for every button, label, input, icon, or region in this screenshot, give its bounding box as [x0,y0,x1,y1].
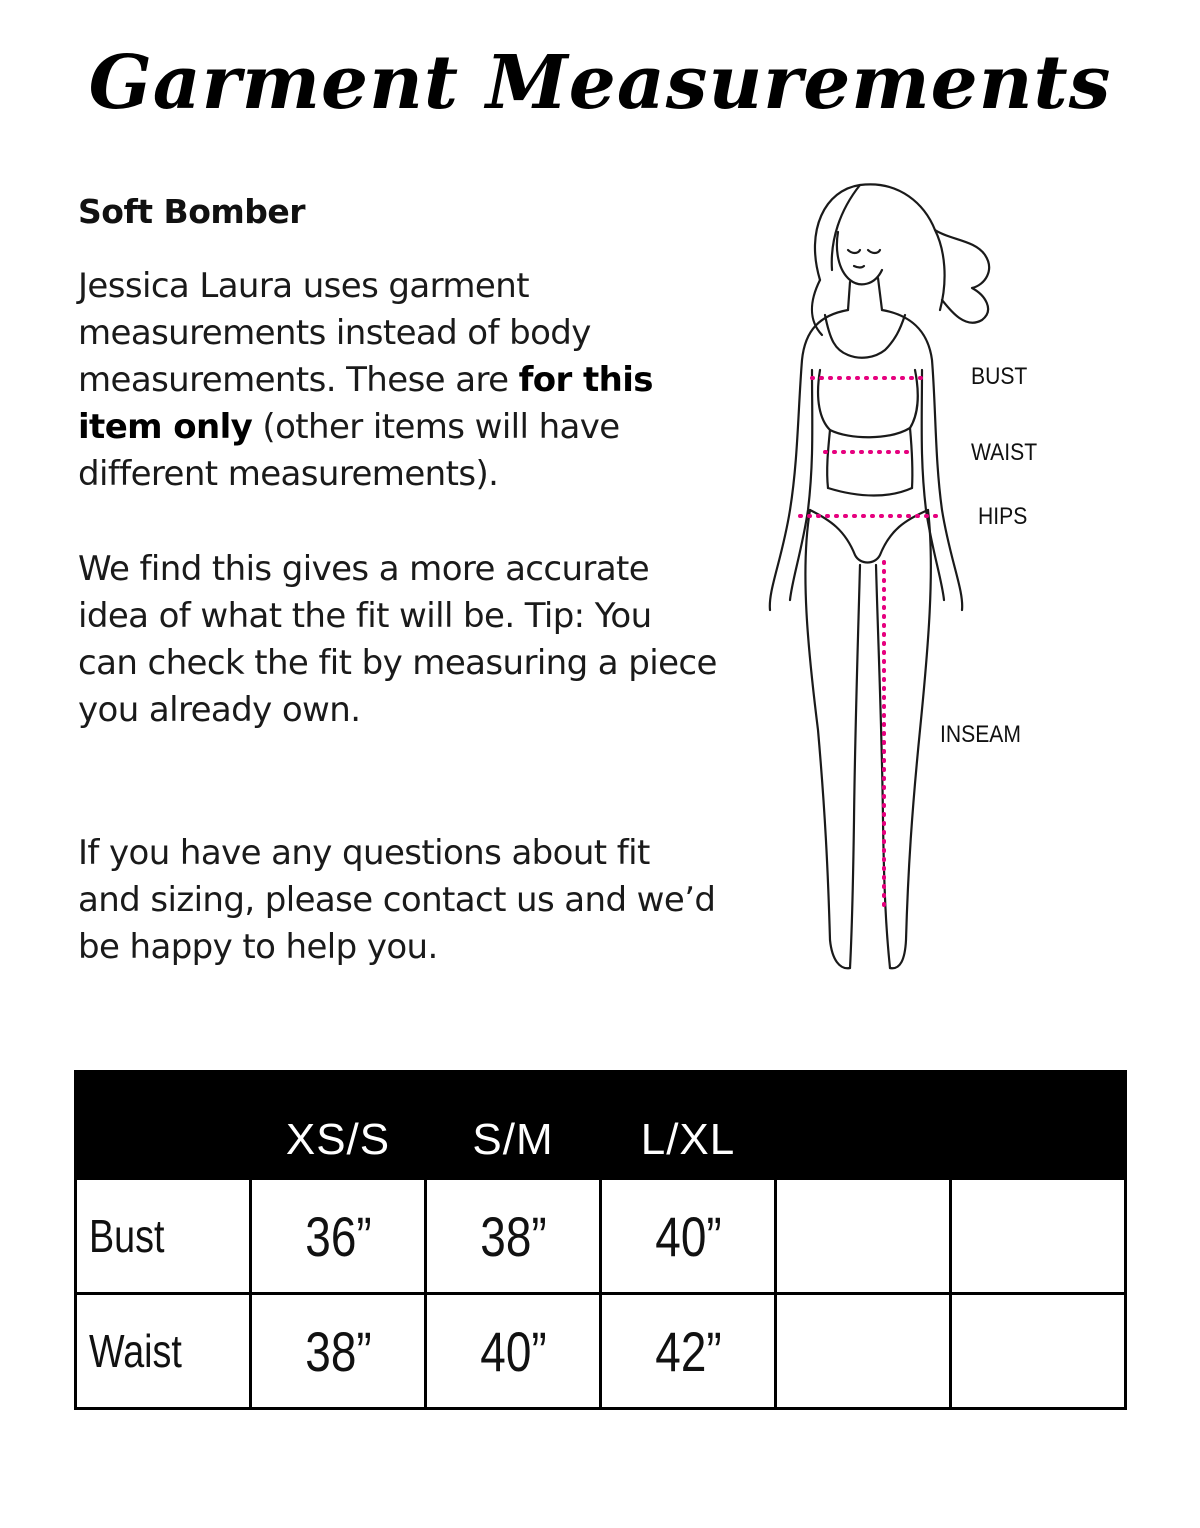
cell-value: 40” [479,1319,547,1383]
cell-value: 38” [479,1204,547,1268]
intro-emphasis: for this item only [78,360,653,447]
intro-paragraph [78,263,718,498]
table-cell [951,1179,1126,1294]
table-row [76,1179,1126,1294]
intro-text-2: (other items will have different measurements). [78,407,620,494]
cell-value: 36” [304,1204,372,1268]
woman-outline-illustration [750,170,1050,990]
table-cell [776,1294,951,1409]
header-size-l-xl: L/XL [601,1072,776,1179]
row-label-waist [76,1294,251,1409]
header-cell-empty [76,1072,251,1179]
table-cell [601,1179,776,1294]
header-size-xs-s: XS/S [251,1072,426,1179]
inseam-label: INSEAM [940,721,1021,748]
size-header-row [76,1072,1126,1179]
waist-label: WAIST [971,439,1038,466]
cell-value: 38” [304,1319,372,1383]
contact-paragraph: If you have any questions about fit and sizing, please contact us and we’d be happy to help you. [78,833,716,967]
row-label-bust [76,1179,251,1294]
page-title: Garment Measurements [88,40,1112,126]
size-chart-table [74,1070,1127,1410]
cell-value: 40” [654,1204,722,1268]
bust-label: BUST [971,363,1028,390]
table-row [76,1294,1126,1409]
table-cell [951,1294,1126,1409]
row-label-text: Bust [89,1210,165,1262]
hips-label: HIPS [978,503,1028,530]
fit-tip-paragraph: We find this gives a more accurate idea of what the fit will be. Tip: You can check the fit by measuring a piece you already own. [78,549,717,730]
body-measurement-figure [750,170,1050,990]
table-cell [776,1179,951,1294]
product-name: Soft Bomber [78,192,306,231]
row-label-text: Waist [89,1325,182,1377]
cell-value: 42” [654,1319,722,1383]
table-cell [601,1294,776,1409]
table-cell [251,1179,426,1294]
table-cell [426,1294,601,1409]
header-cell-empty [776,1072,951,1179]
table-cell [426,1179,601,1294]
header-cell-empty [951,1072,1126,1179]
table-cell [251,1294,426,1409]
header-size-s-m: S/M [426,1072,601,1179]
intro-text-1: Jessica Laura uses garment measurements instead of body measurements. These are [78,266,591,400]
